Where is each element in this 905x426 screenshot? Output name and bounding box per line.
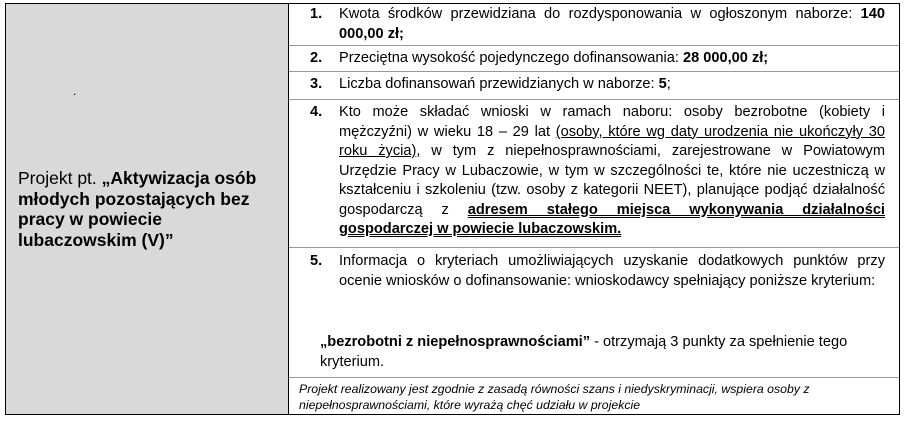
dot-mark: . [73,84,77,98]
row-divider [289,99,899,100]
info-table [5,3,900,415]
age-note: (osoby, które wg daty urodzenia nie ukończyły 30 roku życia) [339,123,885,159]
footer-note: Projekt realizowany jest zgodnie z zasadą równości szans i niedyskryminacji, wspiera osoby z niepełnosprawnościami, które wyrażą chęć udziału w projekcie [299,382,810,412]
details-cell: 1. Kwota środków przewidziana do rozdysponowania w ogłoszonym naborze: 140 000,00 zł; 2. Przeciętna wysokość pojedynczego dofinansowania: 28 000,00 zł; 3. Liczba dofinansowań przewidzianych w naborze: 5; 4. Kto może składać wnioski w ramach naboru: osoby bezrobotne (kobiety i mężczyźni) w wieku 18 – 29 lat (osoby, które wg daty urodzenia nie ukończyły 30 roku życia), w tym z niepełnosprawnościami, zarejestrowane w Powiatowym Urzędzie Pracy w Lubaczowie, w tym w szczególności te, które nie uczestniczą w kształceniu i szkoleniu (tzw. osoby z kategorii NEET), planujące podjąć działalność gospodarczą z adresem stałego miejsca wykonywania działalności gospodarczej w powiecie lubaczowskim. 5. Informacja o kryteriach umożliwiających uzyskanie dodatkowych punktów przy ocenie wniosków o dofinansowanie: wnioskodawcy spełniający poniższe kryterium: „bezrobotni z niepełnosprawnościami” - otrzymają 3 punkty za spełnienie tego kryterium. Projekt realizowany jest zgodnie z zasadą równości szans i niedyskryminacji, wspiera osoby z niepełnosprawnościami, które wyrażą chęć udziału w projekcie [289,4,899,414]
criterion-text: „bezrobotni z niepełnosprawnościami” - otrzymają 3 punkty za spełnienie tego kryterium. [320,334,848,370]
row-divider [289,247,899,248]
address-requirement: adresem stałego miejsca wykonywania działalności gospodarczej w powiecie lubaczowskim. [339,201,885,237]
row-divider [289,45,899,46]
project-cell [6,4,289,414]
project-title: Projekt pt. „Aktywizacja osób młodych pozostających bez pracy w powiecie lubaczowskim (V)” [18,168,257,250]
row-divider [289,377,899,378]
row-divider [289,71,899,72]
